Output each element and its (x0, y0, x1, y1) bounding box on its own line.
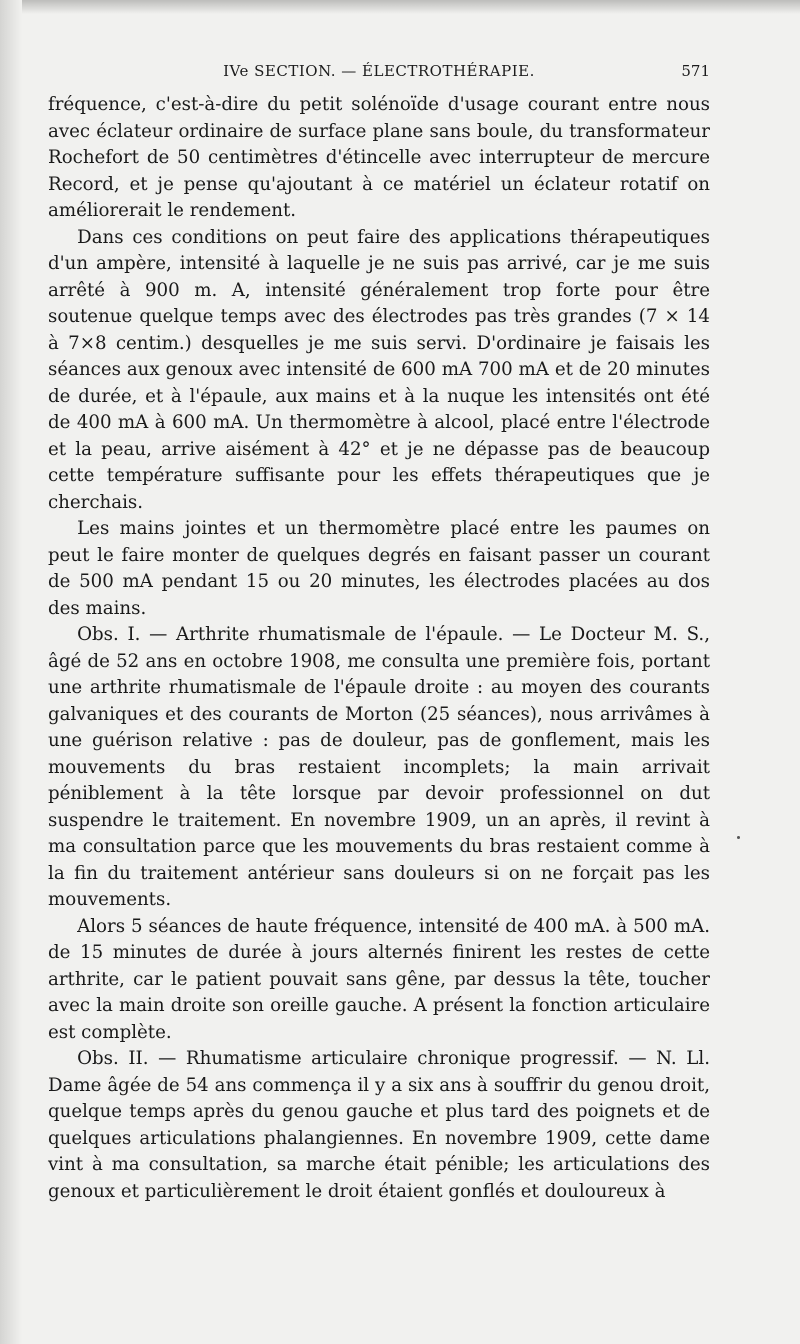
paragraph: Alors 5 séances de haute fréquence, intensité de 400 mA. à 500 mA. de 15 minutes de durée à jours alternés finirent les restes de cette arthrite, car le patient pouvait sans gêne, par dessus la tête, toucher avec la main droite son oreille gauche. A présent la fonction articulaire est complète. (48, 915, 710, 1043)
paragraph-observation-1: Obs. I. — Arthrite rhumatismale de l'épaule. — Le Docteur M. S., âgé de 52 ans en octobre 1908, me consulta une première fois, portant une arthrite rhumatismale de l'épaule droite : au moyen des courants galvaniques et des courants de Morton (25 séances), nous arrivâmes à une guérison relative : pas de douleur, pas de gonflement, mais les mouvements du bras restaient incomplets; la main arrivait péniblement à la tête lorsque par devoir professionnel on dut suspendre le traitement. En novembre 1909, un an après, il revint à ma consultation parce que les mouvements du bras restaient comme à la fin du traitement antérieur sans douleurs si on ne forçait pas les mouvements. (48, 624, 710, 910)
scan-binding-shadow (0, 0, 22, 1344)
scan-speck (737, 836, 740, 839)
paragraph: Les mains jointes et un thermomètre placé entre les paumes on peut le faire monter de quelques degrés en faisant passer un courant de 500 mA pendant 15 ou 20 minutes, les électrodes placées au dos des mains. (48, 518, 710, 619)
body-text (48, 92, 710, 1205)
paragraph-observation-2: Obs. II. — Rhumatisme articulaire chronique progressif. — N. Ll. Dame âgée de 54 ans commença il y a six ans à souffrir du genou droit, quelque temps après du genou gauche et plus tard des poignets et de quelques articulations phalangiennes. En novembre 1909, cette dame vint à ma consultation, sa marche était pénible; les articulations des genoux et particulièrement le droit étaient gonflés et douloureux à (48, 1048, 710, 1202)
paragraph-continuation: fréquence, c'est-à-dire du petit solénoïde d'usage courant entre nous avec éclateur ordinaire de surface plane sans boule, du transformateur Rochefort de 50 centimètres d'étincelle avec interrupteur de mercure Record, et je pense qu'ajoutant à ce matériel un éclateur rotatif on améliorerait le rendement. (48, 94, 710, 221)
running-head: IVe SECTION. — ÉLECTROTHÉRAPIE. (223, 62, 535, 80)
page-header (48, 62, 710, 86)
scan-top-edge (0, 0, 800, 14)
page-number: 571 (681, 62, 710, 80)
paragraph: Dans ces conditions on peut faire des applications thérapeutiques d'un ampère, intensité à laquelle je ne suis pas arrivé, car je me suis arrêté à 900 m. A, intensité généralement trop forte pour être soutenue quelque temps avec des électrodes pas très grandes (7 × 14 à 7×8 centim.) desquelles je me suis servi. D'ordinaire je faisais les séances aux genoux avec intensité de 600 mA 700 mA et de 20 minutes de durée, et à l'épaule, aux mains et à la nuque les intensités ont été de 400 mA à 600 mA. Un thermomètre à alcool, placé entre l'électrode et la peau, arrive aisément à 42° et je ne dépasse pas de beaucoup cette température suffisante pour les effets thérapeutiques que je cherchais. (48, 226, 710, 513)
